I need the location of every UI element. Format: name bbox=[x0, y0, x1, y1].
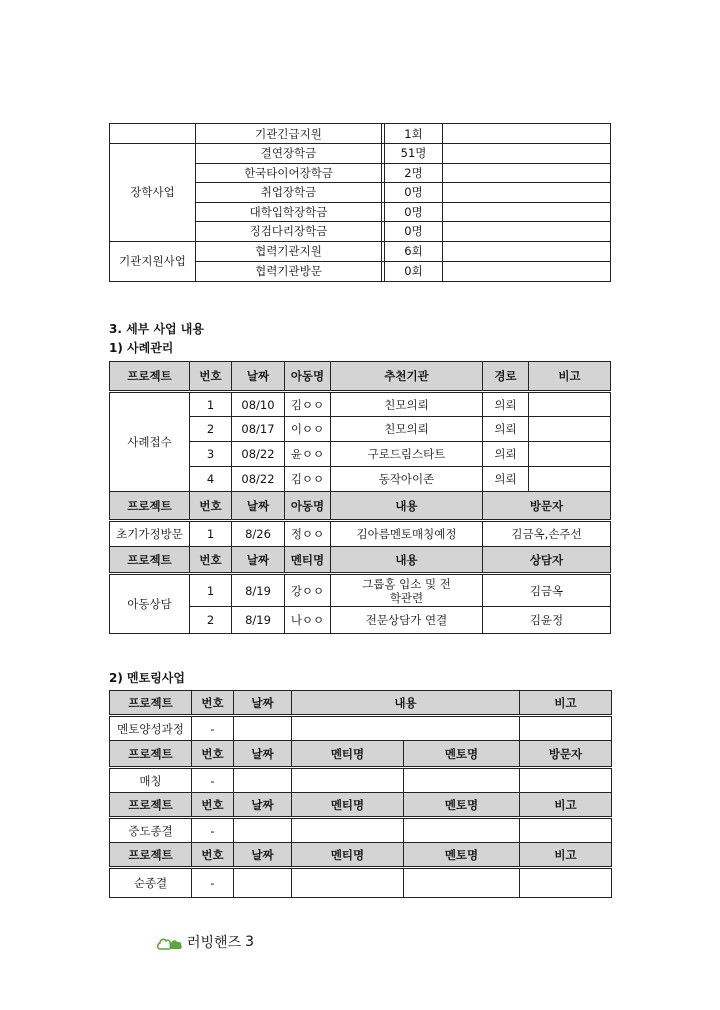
note-cell bbox=[529, 467, 611, 492]
count-cell: 6회 bbox=[385, 241, 443, 261]
agency-cell: 동작아이존 bbox=[331, 467, 483, 492]
header-cell: 멘토명 bbox=[404, 793, 520, 818]
count-cell: 0회 bbox=[385, 261, 443, 281]
agency-cell: 구로드림스타트 bbox=[331, 442, 483, 467]
content-cell: 전문상담가 연결 bbox=[331, 607, 483, 634]
item-cell: 기관긴급지원 bbox=[196, 124, 382, 144]
number-cell: 1 bbox=[190, 392, 232, 417]
header-cell: 번호 bbox=[190, 362, 232, 392]
route-cell: 의뢰 bbox=[483, 442, 529, 467]
counselor-cell: 김금옥 bbox=[483, 574, 611, 607]
header-cell: 비고 bbox=[520, 843, 612, 868]
count-cell: 51명 bbox=[385, 144, 443, 164]
child-name-cell: 김ㅇㅇ bbox=[285, 392, 331, 417]
header-cell: 멘티명 bbox=[292, 793, 404, 818]
item-cell: 협력기관방문 bbox=[196, 261, 382, 281]
header-cell: 비고 bbox=[520, 793, 612, 818]
item-cell: 결연장학금 bbox=[196, 144, 382, 164]
number-cell: 1 bbox=[190, 574, 232, 607]
number-cell: 3 bbox=[190, 442, 232, 467]
item-cell: 협력기관지원 bbox=[196, 241, 382, 261]
project-cell: 매칭 bbox=[110, 768, 192, 793]
number-cell: 2 bbox=[190, 607, 232, 634]
agency-cell: 친모의뢰 bbox=[331, 417, 483, 442]
mentee-name-cell: 나ㅇㅇ bbox=[285, 607, 331, 634]
header-cell: 날짜 bbox=[234, 793, 292, 818]
header-cell: 날짜 bbox=[232, 362, 285, 392]
count-cell: 2명 bbox=[385, 163, 443, 183]
case-management-table bbox=[109, 361, 611, 634]
project-cell: 아동상담 bbox=[110, 574, 190, 634]
header-cell: 멘티명 bbox=[292, 843, 404, 868]
child-name-cell: 이ㅇㅇ bbox=[285, 417, 331, 442]
header-cell: 프로젝트 bbox=[110, 691, 192, 716]
date-cell: 08/10 bbox=[232, 392, 285, 417]
project-cell: 순종결 bbox=[110, 868, 192, 898]
date-cell: 08/17 bbox=[232, 417, 285, 442]
mentee-name-cell: 강ㅇㅇ bbox=[285, 574, 331, 607]
count-cell: 0명 bbox=[385, 222, 443, 242]
project-cell: 초기가정방문 bbox=[110, 521, 190, 547]
group-cell: 장학사업 bbox=[110, 144, 196, 242]
item-cell: 한국타이어장학금 bbox=[196, 163, 382, 183]
header-cell: 프로젝트 bbox=[110, 362, 190, 392]
header-cell: 날짜 bbox=[232, 547, 285, 574]
header-cell: 멘토명 bbox=[404, 843, 520, 868]
item-cell: 취업장학금 bbox=[196, 183, 382, 203]
subsection-title: 1) 사례관리 bbox=[109, 341, 174, 355]
child-name-cell: 김ㅇㅇ bbox=[285, 467, 331, 492]
header-cell: 번호 bbox=[190, 492, 232, 521]
header-cell: 프로젝트 bbox=[110, 547, 190, 574]
header-cell: 멘티명 bbox=[292, 741, 404, 768]
subsection-title: 2) 멘토링사업 bbox=[109, 671, 185, 685]
header-cell: 아동명 bbox=[285, 362, 331, 392]
header-cell: 프로젝트 bbox=[110, 793, 192, 818]
number-cell: 1 bbox=[190, 521, 232, 547]
mentoring-table bbox=[109, 690, 612, 898]
header-cell: 날짜 bbox=[234, 741, 292, 768]
header-cell: 번호 bbox=[192, 691, 234, 716]
header-cell: 추천기관 bbox=[331, 362, 483, 392]
route-cell: 의뢰 bbox=[483, 467, 529, 492]
number-cell: - bbox=[192, 768, 234, 793]
number-cell: 4 bbox=[190, 467, 232, 492]
visitor-cell: 김금옥,손주선 bbox=[483, 521, 611, 547]
header-cell: 프로젝트 bbox=[110, 741, 192, 768]
header-cell: 경로 bbox=[483, 362, 529, 392]
header-cell: 상담자 bbox=[483, 547, 611, 574]
count-cell: 0명 bbox=[385, 183, 443, 203]
header-cell: 번호 bbox=[192, 843, 234, 868]
project-cell: 사례접수 bbox=[110, 392, 190, 492]
child-name-cell: 윤ㅇㅇ bbox=[285, 442, 331, 467]
summary-table bbox=[109, 123, 611, 282]
content-cell: 김아름멘토매칭예정 bbox=[331, 521, 483, 547]
header-cell: 비고 bbox=[520, 691, 612, 716]
counselor-cell: 김윤정 bbox=[483, 607, 611, 634]
header-cell: 방문자 bbox=[520, 741, 612, 768]
date-cell: 08/22 bbox=[232, 442, 285, 467]
agency-cell: 친모의뢰 bbox=[331, 392, 483, 417]
page-footer bbox=[157, 932, 254, 952]
date-cell: 8/19 bbox=[232, 607, 285, 634]
count-cell: 0명 bbox=[385, 202, 443, 222]
header-cell: 멘토명 bbox=[404, 741, 520, 768]
group-cell: 기관지원사업 bbox=[110, 241, 196, 281]
item-cell: 대학입학장학금 bbox=[196, 202, 382, 222]
header-cell: 방문자 bbox=[483, 492, 611, 521]
number-cell: - bbox=[192, 818, 234, 843]
number-cell: 2 bbox=[190, 417, 232, 442]
header-cell: 아동명 bbox=[285, 492, 331, 521]
date-cell: 8/26 bbox=[232, 521, 285, 547]
section-title: 3. 세부 사업 내용 bbox=[109, 322, 204, 336]
header-cell: 날짜 bbox=[234, 843, 292, 868]
count-cell: 1회 bbox=[385, 124, 443, 144]
header-cell: 비고 bbox=[529, 362, 611, 392]
header-cell: 내용 bbox=[331, 547, 483, 574]
date-cell: 8/19 bbox=[232, 574, 285, 607]
header-cell: 번호 bbox=[190, 547, 232, 574]
route-cell: 의뢰 bbox=[483, 417, 529, 442]
note-cell bbox=[529, 392, 611, 417]
content-cell: 그룹홈 입소 및 전학관련 bbox=[331, 574, 483, 607]
header-cell: 날짜 bbox=[232, 492, 285, 521]
brand-name: 러빙핸즈 bbox=[187, 935, 242, 951]
page-number: 3 bbox=[245, 934, 255, 950]
number-cell: - bbox=[192, 716, 234, 741]
note-cell bbox=[529, 442, 611, 467]
date-cell: 08/22 bbox=[232, 467, 285, 492]
header-cell: 번호 bbox=[192, 793, 234, 818]
header-cell: 날짜 bbox=[234, 691, 292, 716]
route-cell: 의뢰 bbox=[483, 392, 529, 417]
item-cell: 징검다리장학금 bbox=[196, 222, 382, 242]
header-cell: 내용 bbox=[292, 691, 520, 716]
project-cell: 멘토양성과정 bbox=[110, 716, 192, 741]
header-cell: 내용 bbox=[331, 492, 483, 521]
header-cell: 멘티명 bbox=[285, 547, 331, 574]
header-cell: 번호 bbox=[192, 741, 234, 768]
child-name-cell: 정ㅇㅇ bbox=[285, 521, 331, 547]
brand-logo-icon bbox=[157, 933, 183, 951]
header-cell: 프로젝트 bbox=[110, 843, 192, 868]
project-cell: 중도종결 bbox=[110, 818, 192, 843]
header-cell: 프로젝트 bbox=[110, 492, 190, 521]
note-cell bbox=[529, 417, 611, 442]
number-cell: - bbox=[192, 868, 234, 898]
